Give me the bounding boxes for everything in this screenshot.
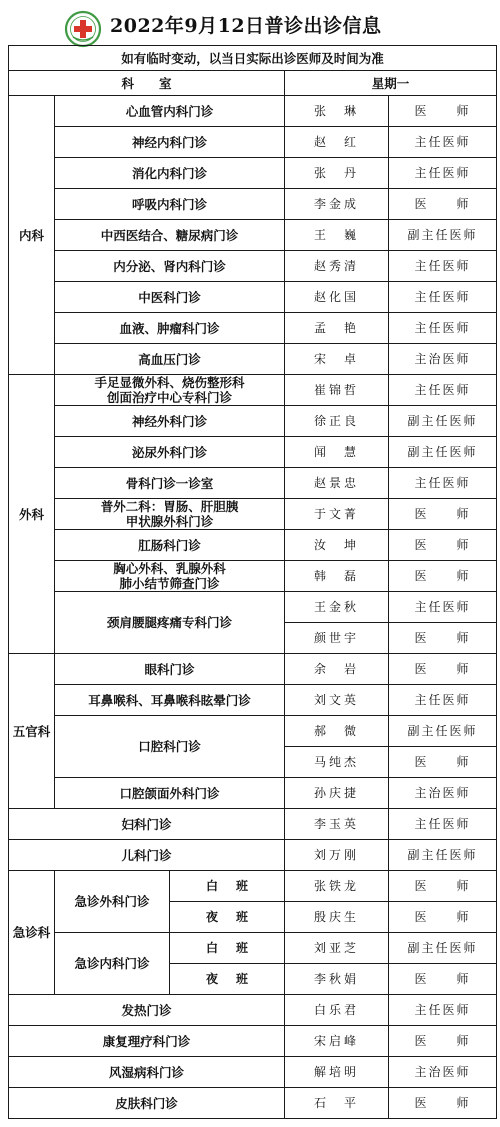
schedule-table [8, 45, 497, 1119]
dept-cell: 风湿病科门诊 [9, 1057, 285, 1088]
dept-cell: 高血压门诊 [55, 344, 285, 375]
dept-cell: 急诊外科门诊 [55, 871, 170, 933]
doctor-cell: 余 岩 [285, 654, 389, 685]
category-waike: 外科 [9, 375, 55, 654]
shift-cell: 夜班 [170, 902, 285, 933]
title-cell: 副主任医师 [389, 406, 497, 437]
shift-cell: 白班 [170, 933, 285, 964]
shift-cell: 夜班 [170, 964, 285, 995]
dept-cell [55, 375, 285, 406]
doctor-cell: 殷庆生 [285, 902, 389, 933]
dept-line: 创面治疗中心专科门诊 [106, 390, 232, 405]
table-row [9, 716, 497, 747]
dept-cell [55, 499, 285, 530]
dept-cell: 妇科门诊 [9, 809, 285, 840]
category-jizhen: 急诊科 [9, 871, 55, 995]
table-row [9, 995, 497, 1026]
title-cell: 主治医师 [389, 1057, 497, 1088]
title-cell: 主任医师 [389, 251, 497, 282]
table-row [9, 685, 497, 716]
title-cell: 医 师 [389, 96, 497, 127]
doctor-cell: 孟 艳 [285, 313, 389, 344]
table-row [9, 654, 497, 685]
dept-column-header: 科 室 [9, 71, 285, 96]
dept-cell: 呼吸内科门诊 [55, 189, 285, 220]
hospital-logo-icon [64, 10, 102, 48]
table-row [9, 282, 497, 313]
title-cell: 主任医师 [389, 592, 497, 623]
title-cell: 副主任医师 [389, 437, 497, 468]
table-row [9, 220, 497, 251]
title-cell: 主治医师 [389, 778, 497, 809]
dept-cell: 神经内科门诊 [55, 127, 285, 158]
column-header-row [9, 71, 497, 96]
doctor-cell: 石 平 [285, 1088, 389, 1119]
doctor-cell: 赵 红 [285, 127, 389, 158]
title-cell: 医 师 [389, 623, 497, 654]
doctor-cell: 颜世宇 [285, 623, 389, 654]
dept-cell: 康复理疗科门诊 [9, 1026, 285, 1057]
table-row [9, 778, 497, 809]
doctor-cell: 韩 磊 [285, 561, 389, 592]
page-header [0, 0, 500, 44]
dept-line: 肺小结节筛查门诊 [119, 576, 220, 591]
doctor-cell: 郝 微 [285, 716, 389, 747]
doctor-cell: 解培明 [285, 1057, 389, 1088]
title-cell: 医 师 [389, 530, 497, 561]
dept-cell: 颈肩腰腿疼痛专科门诊 [55, 592, 285, 654]
monday-column-header: 星期一 [285, 71, 497, 96]
doctor-cell: 闻 慧 [285, 437, 389, 468]
dept-cell: 口腔科门诊 [55, 716, 285, 778]
dept-cell: 泌尿外科门诊 [55, 437, 285, 468]
title-cell: 副主任医师 [389, 220, 497, 251]
page-title: 2022年9月12日普诊出诊信息 [110, 15, 382, 37]
table-row [9, 313, 497, 344]
table-row [9, 871, 497, 902]
doctor-cell: 李玉英 [285, 809, 389, 840]
title-cell: 主任医师 [389, 809, 497, 840]
shift-cell: 白班 [170, 871, 285, 902]
title-cell: 主治医师 [389, 344, 497, 375]
table-row [9, 127, 497, 158]
dept-cell: 心血管内科门诊 [55, 96, 285, 127]
dept-cell: 内分泌、肾内科门诊 [55, 251, 285, 282]
notice-row [9, 46, 497, 71]
category-wuguan: 五官科 [9, 654, 55, 809]
title-cell: 副主任医师 [389, 840, 497, 871]
title-cell: 主任医师 [389, 313, 497, 344]
title-cell: 医 师 [389, 964, 497, 995]
doctor-cell: 白乐君 [285, 995, 389, 1026]
title-cell: 医 师 [389, 871, 497, 902]
table-row [9, 251, 497, 282]
dept-line: 甲状腺外科门诊 [125, 514, 214, 529]
doctor-cell: 张 丹 [285, 158, 389, 189]
table-row [9, 375, 497, 406]
title-cell: 主任医师 [389, 995, 497, 1026]
doctor-cell: 李秋娟 [285, 964, 389, 995]
title-cell: 主任医师 [389, 127, 497, 158]
title-cell: 医 师 [389, 1088, 497, 1119]
table-row [9, 840, 497, 871]
doctor-cell: 赵秀清 [285, 251, 389, 282]
dept-cell: 骨科门诊一诊室 [55, 468, 285, 499]
title-cell: 副主任医师 [389, 933, 497, 964]
dept-cell: 儿科门诊 [9, 840, 285, 871]
table-row [9, 406, 497, 437]
title-cell: 主任医师 [389, 468, 497, 499]
doctor-cell: 赵化国 [285, 282, 389, 313]
title-cell: 副主任医师 [389, 716, 497, 747]
table-row [9, 468, 497, 499]
title-cell: 主任医师 [389, 282, 497, 313]
table-row [9, 561, 497, 592]
title-cell: 医 师 [389, 747, 497, 778]
doctor-cell: 王 巍 [285, 220, 389, 251]
table-row [9, 499, 497, 530]
table-row [9, 1057, 497, 1088]
title-cell: 主任医师 [389, 685, 497, 716]
table-row [9, 1088, 497, 1119]
dept-cell: 发热门诊 [9, 995, 285, 1026]
doctor-cell: 宋 卓 [285, 344, 389, 375]
doctor-cell: 张铁龙 [285, 871, 389, 902]
dept-line: 胸心外科、乳腺外科 [113, 561, 226, 576]
doctor-cell: 刘亚芝 [285, 933, 389, 964]
dept-cell: 耳鼻喉科、耳鼻喉科眩晕门诊 [55, 685, 285, 716]
doctor-cell: 崔锦哲 [285, 375, 389, 406]
dept-cell: 中西医结合、糖尿病门诊 [55, 220, 285, 251]
table-row [9, 1026, 497, 1057]
dept-cell: 神经外科门诊 [55, 406, 285, 437]
table-row [9, 437, 497, 468]
dept-cell: 口腔颌面外科门诊 [55, 778, 285, 809]
table-row [9, 933, 497, 964]
doctor-cell: 宋启峰 [285, 1026, 389, 1057]
title-cell: 主任医师 [389, 158, 497, 189]
title-cell: 医 师 [389, 1026, 497, 1057]
doctor-cell: 王金秋 [285, 592, 389, 623]
dept-cell: 肛肠科门诊 [55, 530, 285, 561]
table-row [9, 96, 497, 127]
title-cell: 医 师 [389, 189, 497, 220]
title-cell: 主任医师 [389, 375, 497, 406]
dept-cell: 血液、肿瘤科门诊 [55, 313, 285, 344]
dept-cell: 中医科门诊 [55, 282, 285, 313]
title-cell: 医 师 [389, 654, 497, 685]
dept-cell: 皮肤科门诊 [9, 1088, 285, 1119]
dept-cell: 消化内科门诊 [55, 158, 285, 189]
dept-cell [55, 561, 285, 592]
table-row [9, 189, 497, 220]
doctor-cell: 于文菁 [285, 499, 389, 530]
table-row [9, 592, 497, 623]
doctor-cell: 马纯杰 [285, 747, 389, 778]
table-row [9, 344, 497, 375]
notice-text: 如有临时变动，以当日实际出诊医师及时间为准 [9, 46, 497, 71]
doctor-cell: 孙庆捷 [285, 778, 389, 809]
doctor-cell: 李金成 [285, 189, 389, 220]
doctor-cell: 刘文英 [285, 685, 389, 716]
dept-cell: 眼科门诊 [55, 654, 285, 685]
dept-cell: 急诊内科门诊 [55, 933, 170, 995]
title-cell: 医 师 [389, 561, 497, 592]
doctor-cell: 汝 坤 [285, 530, 389, 561]
doctor-cell: 赵景忠 [285, 468, 389, 499]
category-neike: 内科 [9, 96, 55, 375]
table-row [9, 158, 497, 189]
doctor-cell: 徐正良 [285, 406, 389, 437]
title-cell: 医 师 [389, 902, 497, 933]
dept-line: 普外二科：胃肠、肝胆胰 [100, 499, 239, 514]
dept-line: 手足显微外科、烧伤整形科 [94, 375, 245, 390]
doctor-cell: 张 琳 [285, 96, 389, 127]
table-row [9, 530, 497, 561]
table-row [9, 809, 497, 840]
title-cell: 医 师 [389, 499, 497, 530]
doctor-cell: 刘万刚 [285, 840, 389, 871]
